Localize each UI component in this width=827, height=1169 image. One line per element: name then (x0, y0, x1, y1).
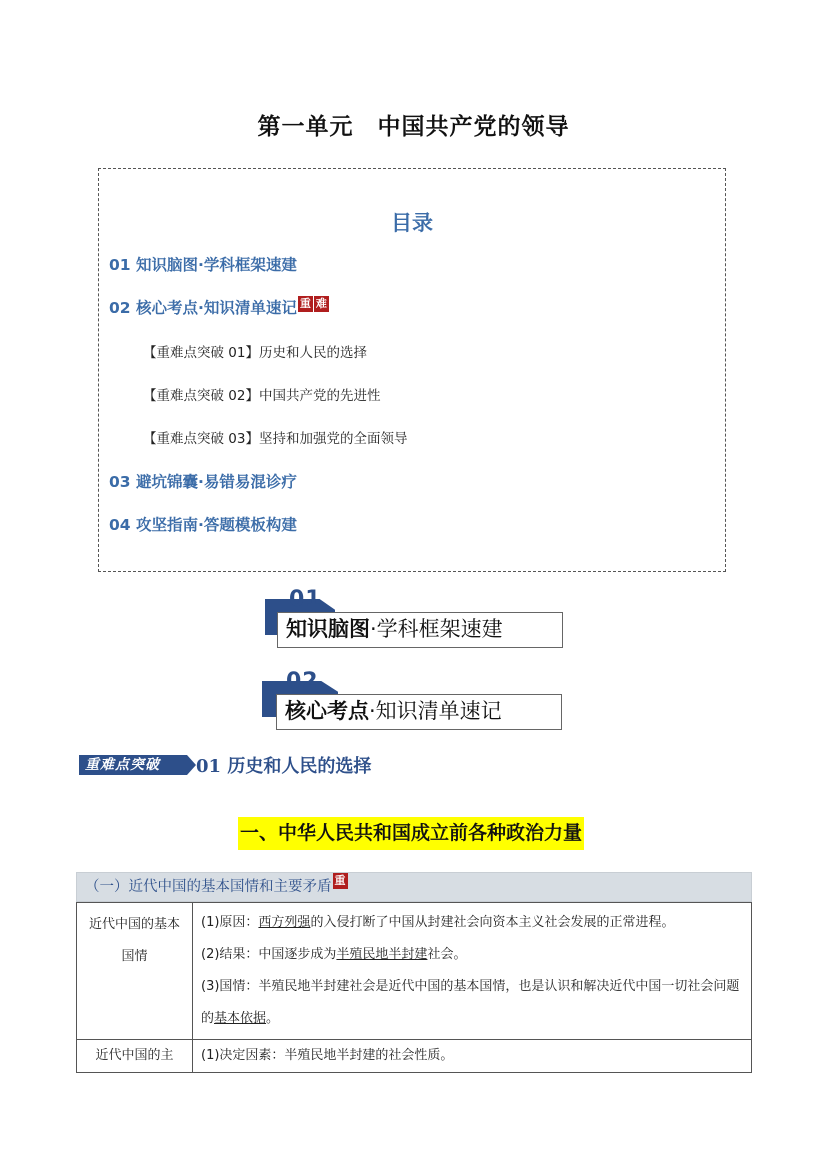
badge-zhong: 重 (299, 297, 311, 310)
content-line: (2)结果：中国逐步成为半殖民地半封建社会。 (201, 947, 467, 962)
table-header (76, 872, 752, 902)
table-of-contents (98, 168, 726, 572)
row-label: 近代中国的基本国情 (77, 903, 193, 1040)
page-title: 第一单元 中国共产党的领导 (257, 114, 570, 140)
key-point-tag: 重难点突破 (79, 755, 187, 775)
toc-subitem-01[interactable]: 【重难点突破 01】历史和人民的选择 (143, 345, 367, 361)
toc-item-label: 02 核心考点·知识清单速记 (109, 299, 297, 317)
section-title: 知识脑图·学科框架速建 (277, 612, 563, 648)
key-point-title: 01 历史和人民的选择 (196, 756, 372, 777)
badge-nan: 难 (315, 297, 327, 310)
section-banner-01 (265, 587, 565, 651)
row-content (193, 903, 752, 1040)
section-number: 02 (286, 669, 319, 694)
content-line: (1)原因：西方列强的入侵打断了中国从封建社会向资本主义社会发展的正常进程。 (201, 915, 675, 930)
content-line: (3)国情：半殖民地半封建社会是近代中国的基本国情，也是认识和解决近代中国一切社会问题的基本依据。 (201, 979, 740, 1026)
toc-item-03[interactable]: 03 避坑锦囊·易错易混诊疗 (109, 473, 297, 491)
toc-heading: 目录 (391, 211, 433, 235)
key-point-tag-arrow (187, 755, 196, 775)
highlighted-section-title: 一、中华人民共和国成立前各种政治力量 (238, 817, 584, 850)
toc-subitem-03[interactable]: 【重难点突破 03】坚持和加强党的全面领导 (143, 431, 408, 447)
section-banner-02 (262, 669, 562, 733)
row-label: 近代中国的主 (77, 1040, 193, 1073)
content-line: (1)决定因素：半殖民地半封建的社会性质。 (201, 1048, 454, 1063)
section-title: 核心考点·知识清单速记 (276, 694, 562, 730)
badge-zhong: 重 (334, 874, 346, 887)
table-header-text: （一）近代中国的基本国情和主要矛盾 (85, 879, 332, 895)
toc-subitem-02[interactable]: 【重难点突破 02】中国共产党的先进性 (143, 388, 381, 404)
section-number: 01 (289, 587, 322, 612)
table-row (77, 903, 752, 1040)
toc-item-01[interactable] (109, 253, 297, 275)
row-content (193, 1040, 752, 1073)
toc-item-label: 01 知识脑图·学科框架速建 (109, 256, 297, 274)
toc-item-04[interactable]: 04 攻坚指南·答题模板构建 (109, 516, 297, 534)
content-table (76, 902, 752, 1073)
table-row (77, 1040, 752, 1073)
toc-item-02[interactable] (109, 296, 329, 318)
